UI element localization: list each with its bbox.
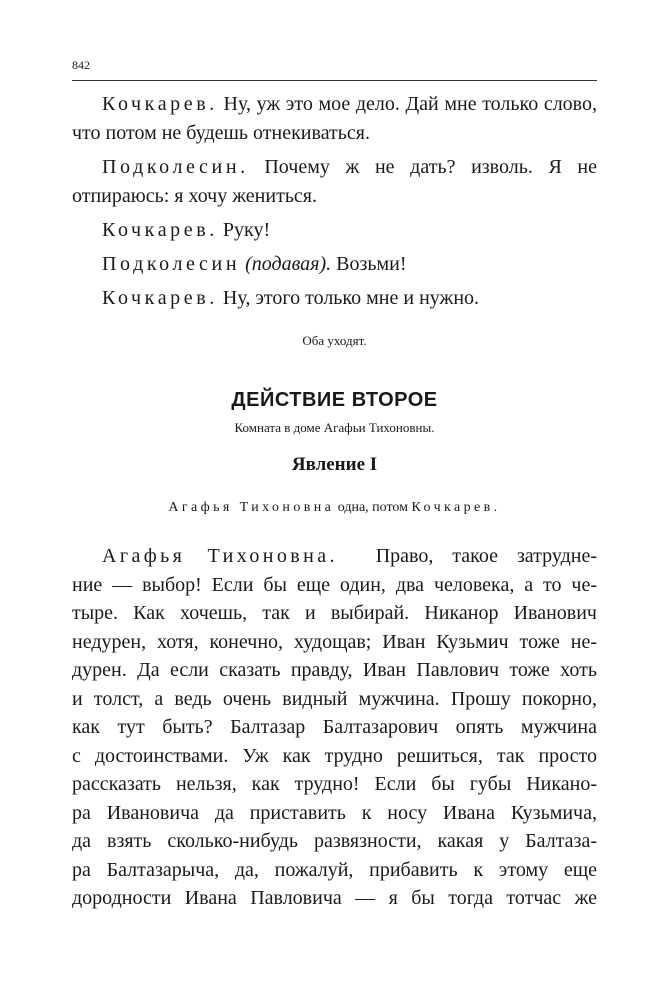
monologue-line: ра Балтазарыча, да, пожалуй, прибавить к этому еще xyxy=(72,858,597,881)
monologue-line: ние — выбор! Если бы еще один, два человека, а то че- xyxy=(72,573,597,596)
scene-characters xyxy=(72,500,597,516)
speaker-name: Кочкарев. xyxy=(102,93,218,115)
character-name: Агафья Тихоновна xyxy=(168,500,335,515)
line-text: Ну, уж это мое дело. Дай мне только слово, что потом не будешь отнекиваться. xyxy=(72,93,597,144)
dialogue-line-5 xyxy=(72,284,597,313)
line-text: Ну, этого только мне и нужно. xyxy=(217,287,480,309)
dialogue-line-4 xyxy=(72,250,597,279)
exit-direction: Оба уходят. xyxy=(302,333,367,348)
monologue-line: да взять сколько-нибудь развязности, какая у Балтаза- xyxy=(72,830,597,852)
monologue-line: как тут быть? Балтазар Балтазарович опять мужчина xyxy=(72,716,597,738)
speaker-name: Агафья Тихоновна. xyxy=(102,545,338,567)
speaker-name: Подколесин. xyxy=(102,156,249,178)
act-title: ДЕЙСТВИЕ ВТОРОЕ xyxy=(231,389,438,411)
speaker-name: Кочкарев. xyxy=(102,287,218,309)
line-text: Право, такое затрудне- xyxy=(375,545,598,567)
header-rule xyxy=(72,80,597,81)
monologue-line xyxy=(72,542,597,571)
monologue-line: тыре. Как хочешь, так и выбирай. Никанор Иванович xyxy=(72,602,597,624)
characters-connector: одна, потом xyxy=(334,500,412,515)
character-name: Кочкарев. xyxy=(411,500,501,515)
speaker-name: Подколесин xyxy=(102,253,241,275)
act-setting: Комната в доме Агафьи Тихоновны. xyxy=(234,420,435,435)
page-content xyxy=(72,90,597,913)
monologue-line: недурен, хотя, конечно, худощав; Иван Кузьмич тоже не- xyxy=(72,630,597,653)
monologue-line: рассказать нельзя, как трудно! Если бы губы Никано- xyxy=(72,773,597,795)
scene-title: Явление I xyxy=(291,454,378,475)
dialogue-line-2 xyxy=(72,153,597,211)
line-text: Руку! xyxy=(217,219,271,241)
monologue-line: с достоинствами. Уж как трудно решиться, так просто xyxy=(72,744,597,767)
stage-direction: (подавая). xyxy=(240,253,332,275)
page-number: 842 xyxy=(72,58,90,72)
monologue-line: ра Ивановича да приставить к носу Ивана Кузьмича, xyxy=(72,801,597,824)
line-text: Возьми! xyxy=(331,253,407,275)
speaker-name: Кочкарев. xyxy=(102,219,218,241)
line-text: Почему ж не дать? изволь. Я не отпираюсь: я хочу жениться. xyxy=(72,156,597,207)
dialogue-line-3 xyxy=(72,216,597,245)
monologue-line: и толст, а ведь очень видный мужчина. Прошу покорно, xyxy=(72,687,597,710)
dialogue-line-1 xyxy=(72,90,597,148)
monologue-line: дородности Ивана Павловича — я бы тогда тотчас же xyxy=(72,887,597,909)
monologue-line: дурен. Да если сказать правду, Иван Павлович тоже хоть xyxy=(72,659,597,681)
monologue xyxy=(72,542,597,913)
